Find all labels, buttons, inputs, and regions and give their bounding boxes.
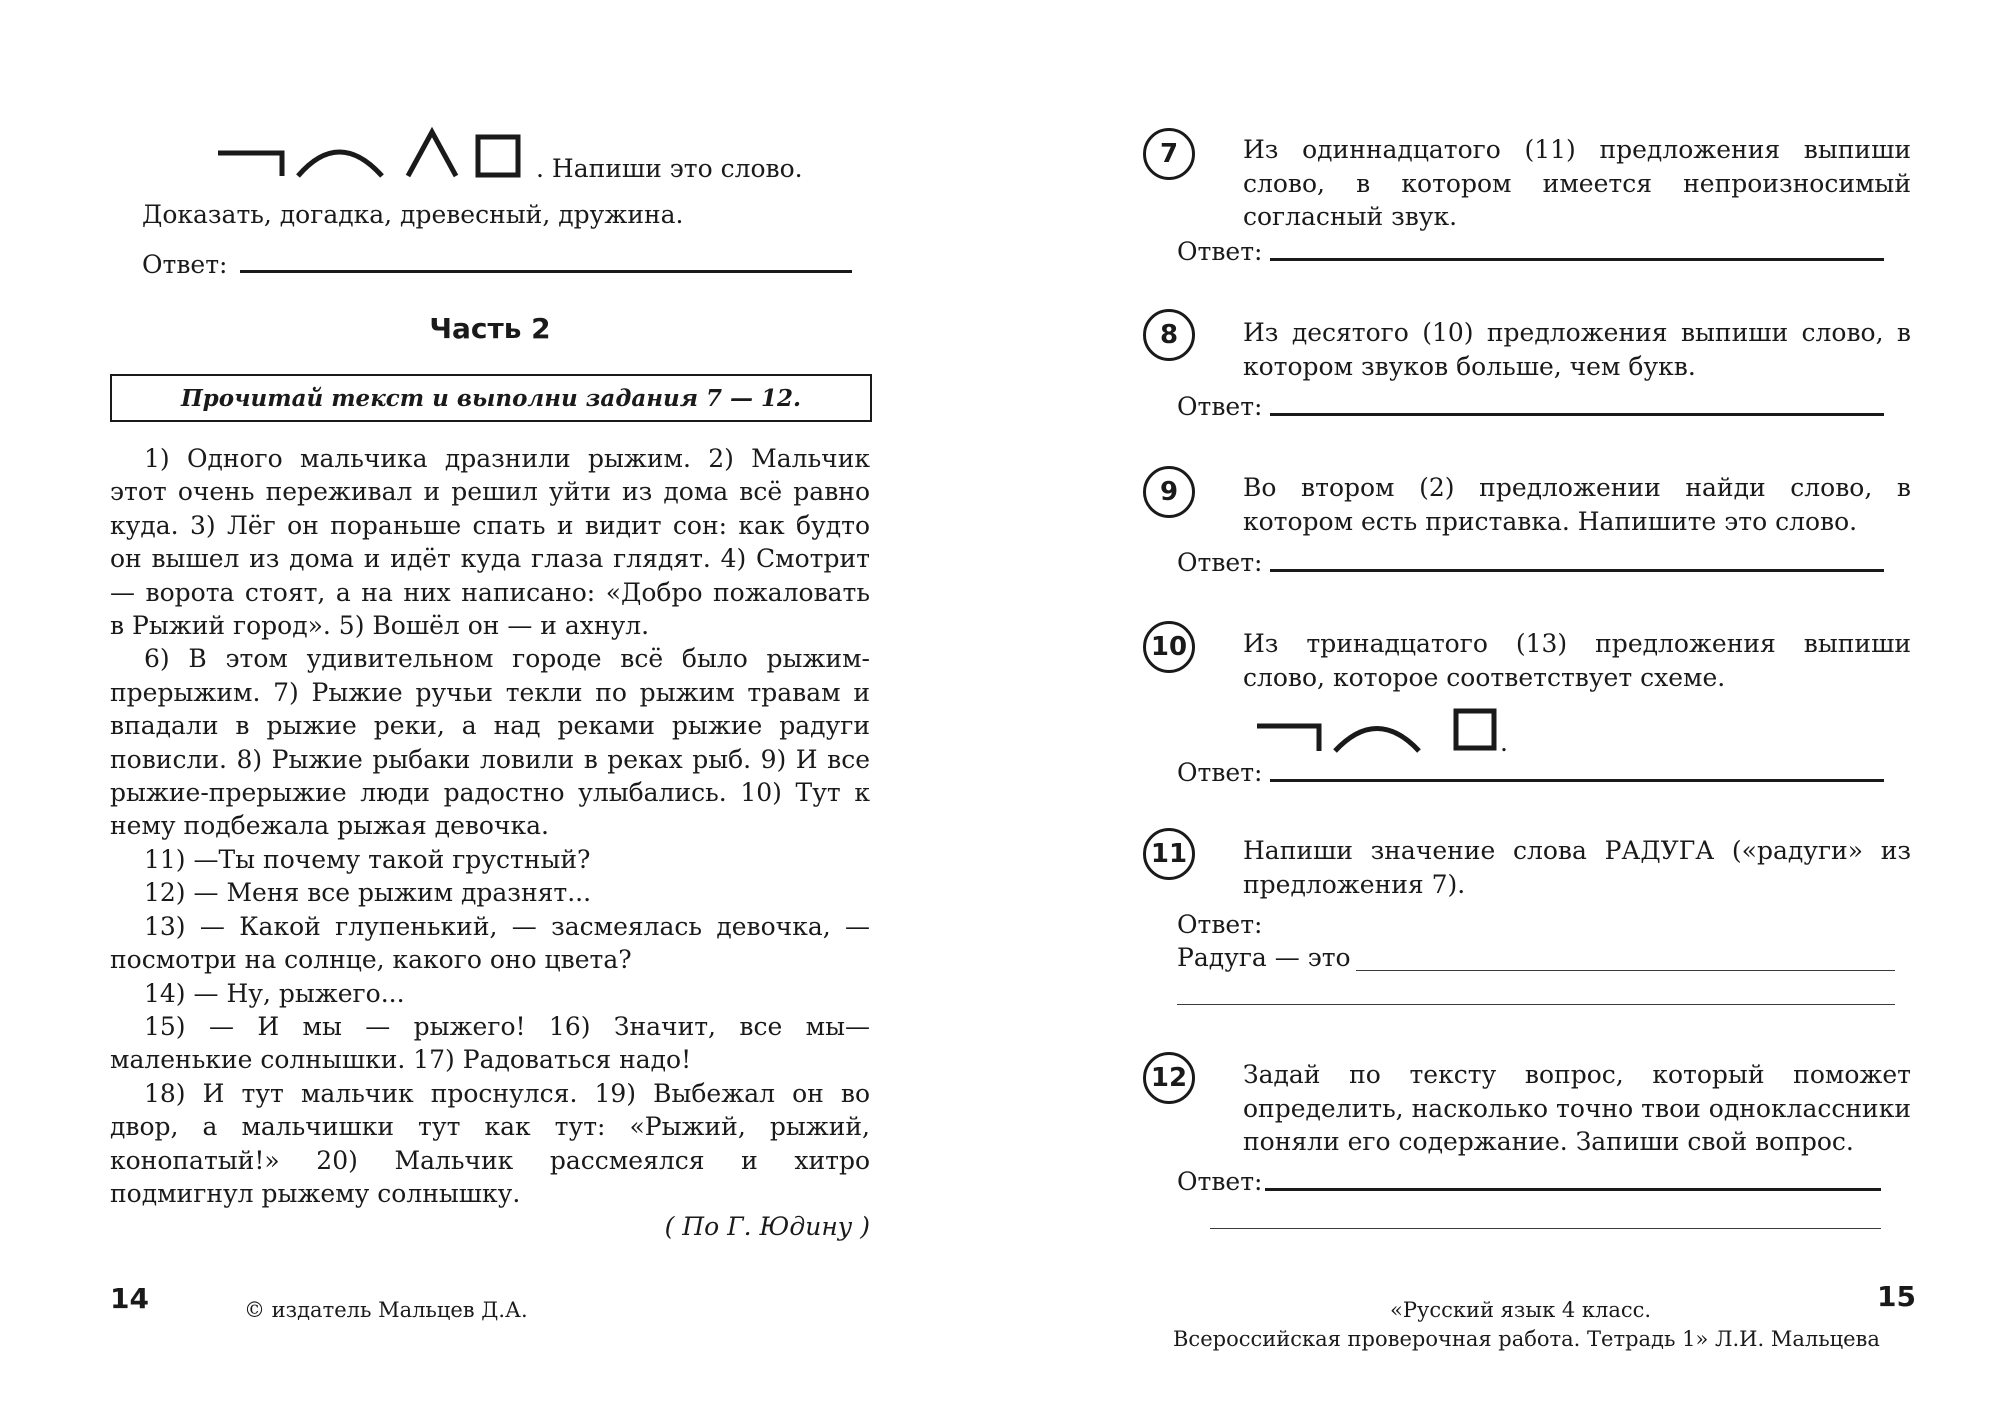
answer-line-7[interactable] <box>1270 258 1884 261</box>
question-number-11: 11 <box>1143 828 1195 880</box>
question-8-text: Из десятого (10) предложения выпиши слово, в котором звуков больше, чем букв. <box>1243 318 1911 381</box>
story-paragraph: 13) — Какой глупенький, — засмеялась девочка, — посмотри на солнце, какого оно цвета? <box>110 911 870 975</box>
story-author: ( По Г. Юдину ) <box>664 1212 870 1242</box>
story-paragraph: 18) И тут мальчик проснулся. 19) Выбежал он во двор, а мальчишки тут как тут: «Рыжий, рыжий, конопатый!» 20) Мальчик рассмеялся и хитро подмигнул рыжему солнышку. <box>110 1078 870 1208</box>
question-number-12: 12 <box>1143 1052 1195 1104</box>
question-9-text: Во втором (2) предложении найди слово, в котором есть приставка. Напишите это слово. <box>1243 473 1911 536</box>
answer-line[interactable] <box>240 270 852 273</box>
publisher-footer: © издатель Мальцев Д.А. <box>244 1298 528 1322</box>
answer-label: Ответ: <box>1177 392 1263 421</box>
top-instruction: . Напиши это слово. <box>536 154 803 183</box>
answer-line-11b[interactable] <box>1177 1004 1895 1005</box>
book-subtitle-footer: Всероссийская проверочная работа. Тетрадь 1» Л.И. Мальцева <box>1173 1327 1880 1351</box>
ending-mark <box>1456 711 1494 748</box>
question-number-8: 8 <box>1143 309 1195 361</box>
page-number-left: 14 <box>110 1282 149 1315</box>
scheme-dot: . <box>1500 728 1508 757</box>
task-instruction-box: Прочитай текст и выполни задания 7 — 12. <box>110 374 872 422</box>
answer-line-12a[interactable] <box>1265 1188 1881 1191</box>
story-paragraph: 12) — Меня все рыжим дразнят... <box>144 878 592 908</box>
answer-line-9[interactable] <box>1270 569 1884 572</box>
answer-label: Ответ: <box>1177 1167 1263 1196</box>
story-paragraph: 14) — Ну, рыжего... <box>144 978 405 1008</box>
part-title: Часть 2 <box>429 312 551 345</box>
answer-line-8[interactable] <box>1270 413 1884 416</box>
question-11-text: Напиши значение слова РАДУГА («радуги» из предложения 7). <box>1243 836 1911 899</box>
question-12-text: Задай по тексту вопрос, который поможет определить, насколько точно твои одноклассники поняли его содержание. Запиши свой вопрос. <box>1243 1060 1911 1156</box>
answer-label: Ответ: <box>142 250 228 279</box>
question-number-7: 7 <box>1143 128 1195 180</box>
question-number-9: 9 <box>1143 466 1195 518</box>
story-paragraph: 11) —Ты почему такой грустный? <box>144 844 591 874</box>
page-number-right: 15 <box>1877 1280 1916 1313</box>
morpheme-scheme <box>214 124 536 182</box>
story-paragraph: 15) — И мы — рыжего! 16) Значит, все мы— маленькие солнышки. 17) Радоваться надо! <box>110 1011 870 1075</box>
question-number-10: 10 <box>1143 621 1195 673</box>
story-paragraph: 1) Одного мальчика дразнили рыжим. 2) Мальчик этот очень переживал и решил уйти из дома всё равно куда. 3) Лёг он пораньше спать и видит сон: как будто он вышел из дома и идёт куда глаза глядят. 4) Смотрит — ворота стоят, а на них написано: «Добро пожаловать в Рыжий город». 5) Вошёл он — и ахнул. <box>110 444 870 641</box>
story-paragraph: 6) В этом удивительном городе всё было рыжим-прерыжим. 7) Рыжие ручьи текли по рыжим травам и впадали в рыжие реки, а над реками рыжие радуги повисли. 8) Рыжие рыбаки ловили в реках рыб. 9) И все рыжие-прерыжие люди радостно улыбались. 10) Тут к нему подбежала рыжая девочка. <box>110 644 870 841</box>
prefix-mark <box>218 153 282 176</box>
question-7-text: Из одиннадцатого (11) предложения выпиши слово, в котором имеется непроизносимый согласный звук. <box>1243 135 1911 231</box>
word-list: Доказать, догадка, древесный, дружина. <box>142 200 684 229</box>
answer-label: Ответ: <box>1177 237 1263 266</box>
answer-prefix: Радуга — это <box>1177 943 1351 972</box>
story-text <box>110 442 870 1244</box>
answer-label: Ответ: <box>1177 910 1263 939</box>
question-10-text: Из тринадцатого (13) предложения выпиши слово, которое соответствует схеме. <box>1243 629 1911 692</box>
question-10-scheme <box>1253 708 1505 758</box>
root-mark <box>1335 729 1419 752</box>
answer-line-11a[interactable] <box>1356 970 1895 971</box>
book-title-footer: «Русский язык 4 класс. <box>1390 1298 1652 1322</box>
root-mark <box>298 152 382 176</box>
suffix-mark <box>408 132 456 176</box>
ending-mark <box>478 137 518 175</box>
answer-line-12b[interactable] <box>1210 1228 1881 1229</box>
prefix-mark <box>1257 726 1319 751</box>
answer-line-10[interactable] <box>1270 779 1884 782</box>
answer-label: Ответ: <box>1177 758 1263 787</box>
answer-label: Ответ: <box>1177 548 1263 577</box>
